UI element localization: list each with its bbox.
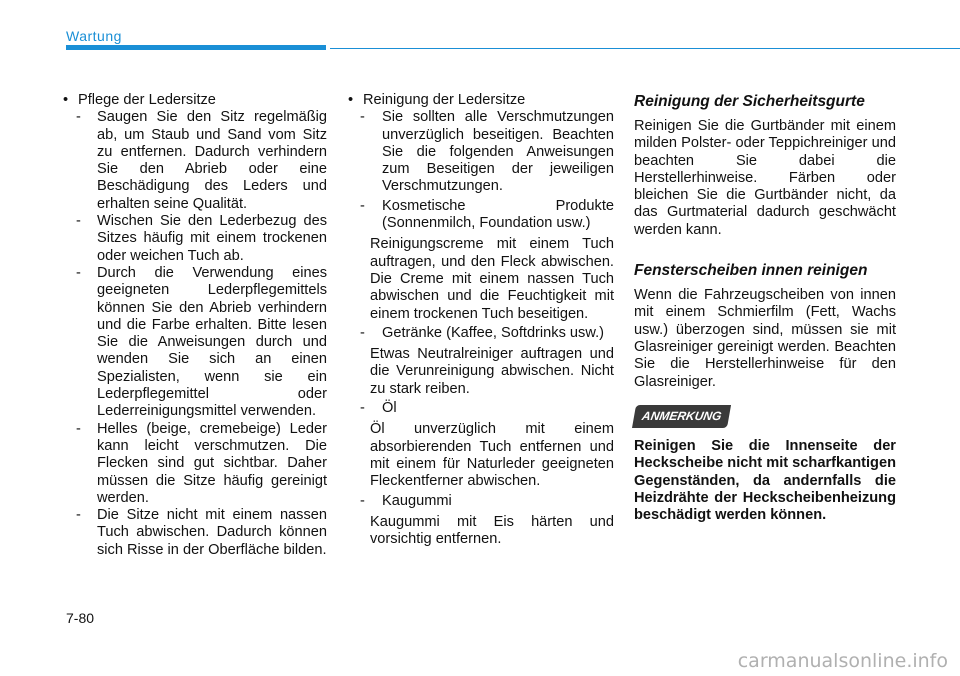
list-item: - Kaugummi xyxy=(360,492,452,509)
note-badge: ANMERKUNG xyxy=(632,405,731,428)
list-item-detail: Reinigungscreme mit einem Tuch auftragen, und den Fleck abwischen. Die Creme mit einem nassen Tuch abwischen und die Feuchtigkeit mit einem trockenen Tuch beseitigen. xyxy=(370,236,614,322)
list-item-detail: Öl unverzüglich mit einem absorbierenden Tuch entfernen und mit einem für Naturleder geeigneten Fleckentferner abwischen. xyxy=(370,421,614,490)
list-item: - Helles (beige, cremebeige) Leder kann leicht verschmutzen. Die Flecken sind gut sichtbar. Daher müssen die Sitze häufig gereinigt werden. xyxy=(76,420,327,506)
note-text: Reinigen Sie die Innenseite der Heckscheibe nicht mit scharfkantigen Gegenständen, da andernfalls die Heizdrähte der Heckscheibenheizung beschädigt werden können. xyxy=(634,438,896,524)
list-item-detail: Etwas Neutralreiniger auftragen und die Verunreinigung abwischen. Nicht zu stark reiben. xyxy=(370,346,614,397)
note-badge-wrap xyxy=(634,405,896,428)
list-item: - Öl xyxy=(360,400,397,417)
list-item: - Sie sollten alle Verschmutzungen unverzüglich beseitigen. Beachten Sie die folgenden Anweisungen zum Beseitigen der jeweiligen Verschmutzungen. xyxy=(360,109,614,195)
bullet-leather-care xyxy=(63,92,327,109)
list-item: - Die Sitze nicht mit einem nassen Tuch abwischen. Dadurch können sich Risse in der Oberfläche bilden. xyxy=(76,507,327,558)
column-1 xyxy=(63,92,327,559)
list-item: - Getränke (Kaffee, Softdrinks usw.) xyxy=(360,324,604,341)
column-3 xyxy=(634,92,896,525)
paragraph-window: Wenn die Fahrzeugscheiben von innen mit einem Schmierfilm (Fett, Wachs usw.) überzogen sind, müssen sie mit Glasreiniger gereinigt werden. Beachten Sie die Herstellerhinweise für den Glasreiniger. xyxy=(634,287,896,390)
list-item: - Kosmetische Produkte (Sonnenmilch, Foundation usw.) xyxy=(360,197,614,232)
list-item: - Durch die Verwendung eines geeigneten Lederpflegemittels können Sie den Abrieb verhindern und die Farbe erhalten. Bitte lesen Sie die Anweisungen durch und wenden Sie sich an einen Spezialisten, wenn sie ein Lederpflegemittel oder Lederreinigungsmittel verwenden. xyxy=(76,264,327,420)
watermark: carmanualsonline.info xyxy=(737,650,948,672)
section-title: Wartung xyxy=(66,28,122,44)
header-rule-thick xyxy=(66,45,326,50)
bullet-label: Reinigung der Ledersitze xyxy=(363,92,526,108)
bullet-dot: • xyxy=(348,92,354,108)
list-item: - Wischen Sie den Lederbezug des Sitzes häufig mit einem trockenen oder weichen Tuch ab. xyxy=(76,213,327,264)
bullet-leather-cleaning xyxy=(348,92,614,109)
heading-seatbelt-cleaning: Reinigung der Sicherheitsgurte xyxy=(634,93,865,110)
page-number: 7-80 xyxy=(66,610,95,626)
list-item: - Saugen Sie den Sitz regelmäßig ab, um Staub und Sand vom Sitz zu entfernen. Dadurch verhindern Sie den Abrieb oder eine Beschädigung des Leders und erhalten seine Qualität. xyxy=(76,109,327,212)
bullet-dot: • xyxy=(63,92,69,108)
heading-window-cleaning: Fensterscheiben innen reinigen xyxy=(634,262,868,280)
header-rule-thin xyxy=(330,48,960,49)
paragraph-seatbelt: Reinigen Sie die Gurtbänder mit einem milden Polster- oder Teppichreiniger und beachten Sie dabei die Herstellerhinweise. Färben oder bleichen Sie die Gurtbänder nicht, da das Gurtmaterial dadurch geschwächt werden kann. xyxy=(634,118,896,238)
bullet-label: Pflege der Ledersitze xyxy=(78,92,216,108)
list-item-detail: Kaugummi mit Eis härten und vorsichtig entfernen. xyxy=(370,513,614,548)
column-2 xyxy=(348,92,614,548)
